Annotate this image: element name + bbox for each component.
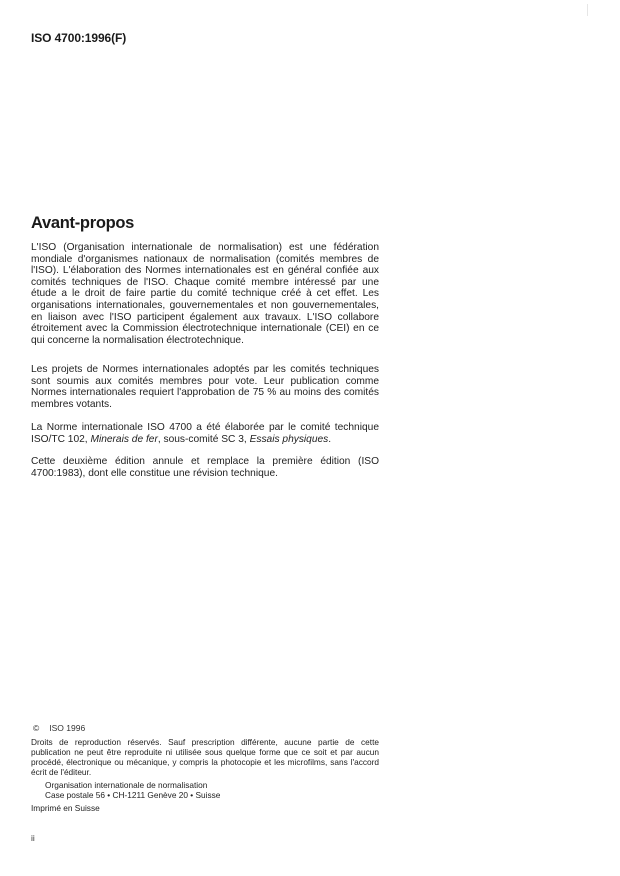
- standard-identifier: ISO 4700:1996(F): [31, 31, 127, 45]
- scan-edge-mark: [587, 4, 588, 16]
- foreword-paragraph-4: Cette deuxième édition annule et remplace la première édition (ISO 4700:1983), dont elle constitue une révision technique.: [31, 456, 379, 479]
- publisher-postal-address: Case postale 56 • CH-1211 Genève 20 • Suisse: [45, 790, 221, 801]
- printed-in: Imprimé en Suisse: [31, 803, 100, 813]
- publisher-address: [45, 780, 220, 800]
- foreword-paragraph-3: [31, 422, 379, 445]
- publisher-name: Organisation internationale de normalisation: [45, 780, 208, 790]
- copyright-line: [33, 723, 85, 733]
- section-title: Avant-propos: [31, 214, 135, 232]
- rights-notice: Droits de reproduction réservés. Sauf prescription différente, aucune partie de cette publication ne peut être reproduite ni utilisée sous quelque forme que ce soit et par aucun procédé, électronique ou mécanique, y compris la photocopie et les microfilms, sans l'accord écrit de l'éditeur.: [31, 737, 379, 778]
- paragraph-text: , sous-comité SC 3,: [157, 433, 250, 445]
- committee-name: Minerais de fer: [90, 433, 158, 445]
- page-number: ii: [31, 833, 35, 843]
- copyright-text: ISO 1996: [49, 723, 86, 733]
- paragraph-text: La Norme internationale ISO 4700 a été élaborée par le comité technique ISO/TC 102,: [31, 422, 379, 445]
- paragraph-text: .: [328, 433, 332, 445]
- copyright-icon: ©: [33, 723, 40, 733]
- subcommittee-name: Essais physiques: [249, 433, 329, 445]
- foreword-paragraph-1: L'ISO (Organisation internationale de normalisation) est une fédération mondiale d'organismes nationaux de normalisation (comités membres de l'ISO). L'élaboration des Normes internationales est en général confiée aux comités techniques de l'ISO. Chaque comité membre intéressé par une étude a le droit de faire partie du comité technique créé à cet effet. Les organisations internationales, gouvernementales et non gouvernementales, en liaison avec l'ISO participent également aux travaux. L'ISO collabore étroitement avec la Commission électrotechnique internationale (CEI) en ce qui concerne la normalisation électrotechnique.: [31, 242, 379, 346]
- foreword-paragraph-2: Les projets de Normes internationales adoptés par les comités techniques sont soumis aux comités membres pour vote. Leur publication comme Normes internationales requiert l'approbation de 75 % au moins des comités membres votants.: [31, 364, 379, 410]
